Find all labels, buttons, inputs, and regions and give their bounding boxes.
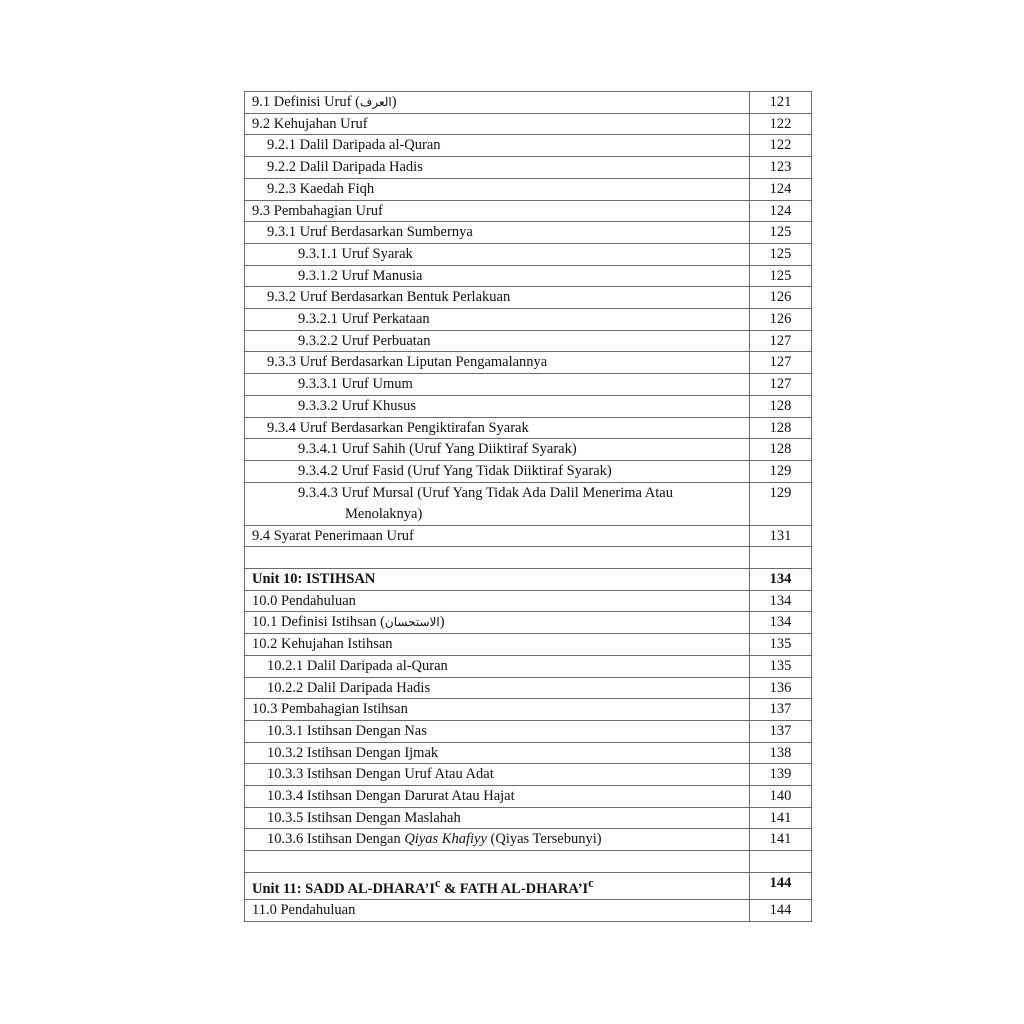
page-number: 122 [750, 113, 812, 135]
toc-entry-title [245, 872, 750, 900]
page-number: 141 [750, 807, 812, 829]
toc-entry-label: 10.2.2 Dalil Daripada Hadis [267, 679, 431, 696]
page-number: 124 [750, 200, 812, 222]
toc-entry-title [245, 395, 750, 417]
toc-row [245, 92, 812, 114]
toc-entry-label: 9.3.4.2 Uruf Fasid (Uruf Yang Tidak Diiktiraf Syarak) [298, 462, 612, 479]
page-number: 135 [750, 655, 812, 677]
toc-entry-title [245, 525, 750, 547]
page-number: 139 [750, 764, 812, 786]
toc-row [245, 872, 812, 900]
page-number: 136 [750, 677, 812, 699]
toc-entry-title [245, 113, 750, 135]
toc-entry-label: 9.3.3.1 Uruf Umum [298, 376, 413, 393]
toc-entry-title [245, 374, 750, 396]
toc-row [245, 243, 812, 265]
toc-empty-cell [750, 547, 812, 569]
toc-entry-label: 10.3.5 Istihsan Dengan Maslahah [267, 809, 461, 826]
page-number: 140 [750, 786, 812, 808]
toc-row [245, 460, 812, 482]
page-number: 122 [750, 135, 812, 157]
toc-entry-title [245, 243, 750, 265]
toc-entry-label: 9.2.1 Dalil Daripada al-Quran [267, 137, 441, 154]
toc-entry-label: 9.3.4.1 Uruf Sahih (Uruf Yang Diiktiraf Syarak) [298, 441, 577, 458]
toc-row [245, 330, 812, 352]
toc-row [245, 417, 812, 439]
toc-entry-label: 9.3.1 Uruf Berdasarkan Sumbernya [267, 224, 473, 241]
page-number: 128 [750, 417, 812, 439]
toc-entry-title [245, 742, 750, 764]
toc-entry-label: 9.2.2 Dalil Daripada Hadis [267, 159, 423, 176]
toc-entry-label: 9.3.3 Uruf Berdasarkan Liputan Pengamalannya [267, 354, 548, 371]
toc-row [245, 374, 812, 396]
toc-entry-label: 9.3.4 Uruf Berdasarkan Pengiktirafan Syarak [267, 419, 529, 436]
page-number: 125 [750, 222, 812, 244]
toc-entry-label: 9.3.2.2 Uruf Perbuatan [298, 332, 431, 349]
toc-entry-title [245, 330, 750, 352]
toc-row [245, 113, 812, 135]
toc-entry-title [245, 439, 750, 461]
toc-entry-label: 9.2.3 Kaedah Fiqh [267, 180, 375, 197]
toc-row [245, 395, 812, 417]
toc-row [245, 699, 812, 721]
toc-entry-title [245, 829, 750, 851]
toc-entry-title [245, 178, 750, 200]
toc-row [245, 720, 812, 742]
toc-row [245, 178, 812, 200]
page-number: 126 [750, 309, 812, 331]
toc-entry-label: 10.3.6 Istihsan Dengan [267, 831, 405, 848]
page-number: 126 [750, 287, 812, 309]
toc-entry-label: 10.0 Pendahuluan [252, 592, 356, 609]
toc-entry-label: 9.3.1.2 Uruf Manusia [298, 267, 423, 284]
toc-entry-title [245, 309, 750, 331]
toc-entry-title [245, 135, 750, 157]
toc-row [245, 677, 812, 699]
toc-entry-title [245, 612, 750, 634]
toc-entry-label: 10.3.2 Istihsan Dengan Ijmak [267, 744, 439, 761]
toc-entry-label: 10.3.1 Istihsan Dengan Nas [267, 722, 427, 739]
toc-row [245, 829, 812, 851]
page-number: 125 [750, 243, 812, 265]
toc-entry-label-suffix: ) [391, 94, 397, 110]
toc-entry-label: 9.3.1.1 Uruf Syarak [298, 245, 413, 262]
toc-empty-cell [245, 851, 750, 873]
page-number: 134 [750, 612, 812, 634]
page-number: 121 [750, 92, 812, 114]
toc-row [245, 200, 812, 222]
toc-row [245, 634, 812, 656]
toc-entry-label-suffix: ) [439, 614, 445, 631]
page-number: 124 [750, 178, 812, 200]
toc-entry-title [245, 417, 750, 439]
toc-entry-title [245, 265, 750, 287]
toc-entry-label: 9.3.4.3 Uruf Mursal (Uruf Yang Tidak Ada Dalil Menerima Atau Menolaknya) [298, 484, 673, 522]
toc-entry-label: 10.3.3 Istihsan Dengan Uruf Atau Adat [267, 766, 494, 783]
toc-row [245, 612, 812, 634]
toc-empty-cell [750, 851, 812, 873]
toc-entry-label: 9.3.2.1 Uruf Perkataan [298, 311, 430, 328]
toc-entry-title [245, 569, 750, 591]
toc-entry-label: 10.1 Definisi Istihsan ( [252, 614, 385, 631]
toc-entry-label: 9.3.3.2 Uruf Khusus [298, 397, 417, 414]
arabic-term: العرف [359, 95, 392, 109]
toc-entry-label: 9.2 Kehujahan Uruf [252, 115, 368, 132]
toc-entry-title [245, 590, 750, 612]
toc-entry-label: 10.2.1 Dalil Daripada al-Quran [267, 657, 448, 674]
table-of-contents [244, 91, 812, 922]
toc-row [245, 547, 812, 569]
toc-entry-label: 10.2 Kehujahan Istihsan [252, 636, 393, 653]
page-number: 125 [750, 265, 812, 287]
superscript: c [588, 875, 594, 890]
arabic-term: الاستحسان [384, 615, 440, 630]
toc-row [245, 786, 812, 808]
toc-row [245, 569, 812, 591]
page-number: 129 [750, 482, 812, 525]
toc-row [245, 439, 812, 461]
toc-entry-label: 11.0 Pendahuluan [252, 902, 356, 919]
superscript: c [435, 875, 441, 890]
page-number: 137 [750, 720, 812, 742]
toc-entry-label: 9.4 Syarat Penerimaan Uruf [252, 527, 414, 544]
toc-entry-title [245, 200, 750, 222]
toc-entry-label-suffix: (Qiyas Tersebunyi) [486, 831, 602, 848]
page-number: 144 [750, 900, 812, 922]
toc-row [245, 807, 812, 829]
toc-entry-title [245, 786, 750, 808]
toc-row [245, 222, 812, 244]
page-number: 144 [750, 872, 812, 900]
toc-entry-title [245, 92, 750, 114]
toc-entry-title [245, 287, 750, 309]
page-number: 127 [750, 330, 812, 352]
page-number: 127 [750, 352, 812, 374]
toc-row [245, 900, 812, 922]
toc-row [245, 655, 812, 677]
toc-entry-title [245, 352, 750, 374]
page-number: 129 [750, 460, 812, 482]
toc-entry-title [245, 482, 750, 525]
toc-entry-title [245, 677, 750, 699]
toc-row [245, 525, 812, 547]
toc-row [245, 851, 812, 873]
page-number: 127 [750, 374, 812, 396]
page-number: 123 [750, 157, 812, 179]
toc-entry-label: 9.1 Definisi Uruf ( [252, 94, 360, 110]
page-number: 128 [750, 395, 812, 417]
toc-entry-title [245, 699, 750, 721]
toc-entry-label: 9.3.2 Uruf Berdasarkan Bentuk Perlakuan [267, 289, 511, 306]
toc-row [245, 590, 812, 612]
toc-empty-cell [245, 547, 750, 569]
toc-row [245, 482, 812, 525]
toc-entry-label: 10.3 Pembahagian Istihsan [252, 701, 408, 718]
toc-entry-title [245, 655, 750, 677]
toc-entry-title [245, 807, 750, 829]
toc-entry-title [245, 460, 750, 482]
page-number: 135 [750, 634, 812, 656]
page-number: 134 [750, 569, 812, 591]
page-number: 138 [750, 742, 812, 764]
italic-term: Qiyas Khafiyy [404, 831, 487, 848]
toc-entry-label-suffix: & FATH AL-DHARA’I [440, 880, 589, 897]
toc-row [245, 764, 812, 786]
toc-entry-title [245, 900, 750, 922]
toc-entry-title [245, 764, 750, 786]
page-number: 141 [750, 829, 812, 851]
toc-entry-label: 9.3 Pembahagian Uruf [252, 202, 383, 219]
toc-row [245, 287, 812, 309]
page-number: 131 [750, 525, 812, 547]
toc-row [245, 352, 812, 374]
toc-row [245, 135, 812, 157]
toc-entry-label: Unit 10: ISTIHSAN [252, 571, 376, 588]
toc-row [245, 309, 812, 331]
toc-entry-label: Unit 11: SADD AL-DHARA’I [252, 880, 436, 897]
toc-entry-title [245, 720, 750, 742]
page-number: 128 [750, 439, 812, 461]
page-number: 134 [750, 590, 812, 612]
toc-entry-title [245, 222, 750, 244]
toc-entry-title [245, 634, 750, 656]
page-number: 137 [750, 699, 812, 721]
toc-row [245, 742, 812, 764]
toc-entry-label: 10.3.4 Istihsan Dengan Darurat Atau Hajat [267, 788, 515, 805]
toc-body [245, 92, 812, 922]
toc-row [245, 265, 812, 287]
toc-entry-title [245, 157, 750, 179]
toc-row [245, 157, 812, 179]
